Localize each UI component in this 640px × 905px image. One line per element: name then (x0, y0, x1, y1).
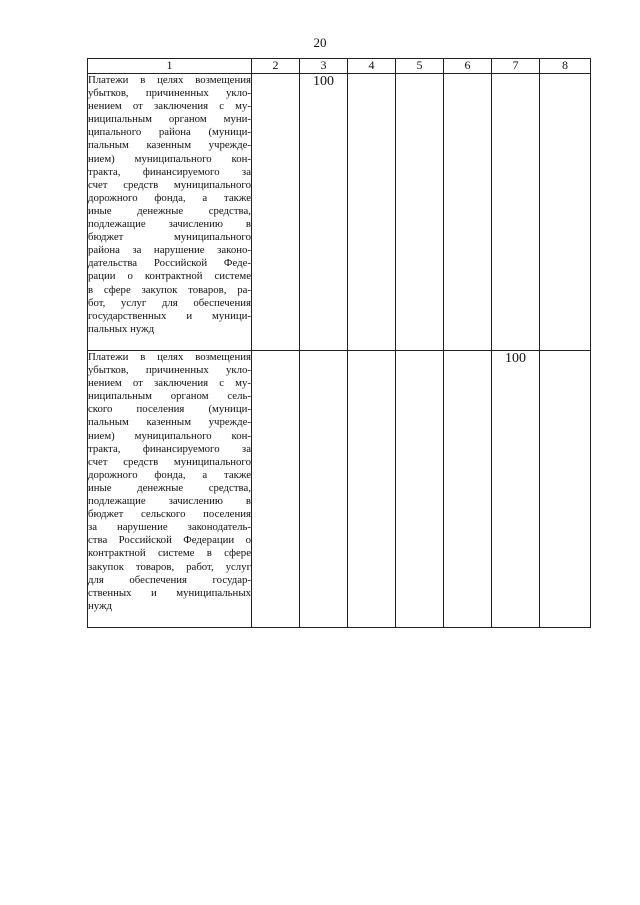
description-line: нением от заключения с му- (88, 377, 251, 390)
description-line: пальным казенным учрежде- (88, 139, 251, 152)
cell-col-4 (348, 351, 396, 628)
description-line: для обеспечения государ- (88, 573, 251, 586)
row-description (88, 351, 252, 628)
table-row (88, 74, 591, 351)
cell-col-5 (396, 74, 444, 351)
description-line: подлежащие зачислению в (88, 495, 251, 508)
description-line: ства Российской Федерации о (88, 534, 251, 547)
cell-col-3 (300, 351, 348, 628)
cell-col-6 (444, 74, 492, 351)
col-header-7: 7 (492, 59, 540, 74)
cell-col-2 (252, 74, 300, 351)
description-line: тракта, финансируемого за (88, 442, 251, 455)
description-line: рации о контрактной системе (88, 270, 251, 283)
description-line: ципального района (муници- (88, 126, 251, 139)
description-line: в сфере закупок товаров, ра- (88, 283, 251, 296)
cell-col-8 (540, 351, 591, 628)
col-header-2: 2 (252, 59, 300, 74)
col-header-1: 1 (88, 59, 252, 74)
description-line: Платежи в целях возмещения (88, 74, 251, 86)
description-line: нием) муниципального кон- (88, 429, 251, 442)
description-line: пальных нужд (88, 322, 155, 335)
description-line: счет средств муниципального (88, 178, 251, 191)
cell-col-6 (444, 351, 492, 628)
budget-table (87, 58, 591, 628)
header-row (88, 59, 591, 74)
description-line: тракта, финансируемого за (88, 165, 251, 178)
description-line: государственных и муници- (88, 309, 251, 322)
table-row (88, 351, 591, 628)
cell-col-7: 100 (492, 351, 540, 628)
cell-col-2 (252, 351, 300, 628)
description-line: ниципальным органом сель- (88, 390, 251, 403)
description-line: нием) муниципального кон- (88, 152, 251, 165)
row-description (88, 74, 252, 351)
description-line: Платежи в целях возмещения (88, 351, 251, 363)
description-line: убытков, причиненных укло- (88, 87, 251, 100)
description-line: счет средств муниципального (88, 455, 251, 468)
col-header-8: 8 (540, 59, 591, 74)
description-line: бюджет сельского поселения (88, 508, 251, 521)
description-line: иные денежные средства, (88, 204, 251, 217)
description-line: дорожного фонда, а также (88, 191, 251, 204)
col-header-6: 6 (444, 59, 492, 74)
description-line: пальным казенным учрежде- (88, 416, 251, 429)
description-line: иные денежные средства, (88, 481, 251, 494)
description-line: подлежащие зачислению в (88, 218, 251, 231)
description-line: за нарушение законодатель- (88, 521, 251, 534)
description-line: бюджет муниципального (88, 231, 251, 244)
cell-col-5 (396, 351, 444, 628)
description-line: дорожного фонда, а также (88, 468, 251, 481)
description-line: дательства Российской Феде- (88, 257, 251, 270)
cell-col-8 (540, 74, 591, 351)
cell-col-3: 100 (300, 74, 348, 351)
page-number: 20 (313, 35, 327, 50)
col-header-5: 5 (396, 59, 444, 74)
description-line: района за нарушение законо- (88, 244, 251, 257)
description-line: ниципальным органом муни- (88, 113, 251, 126)
col-header-4: 4 (348, 59, 396, 74)
cell-col-7 (492, 74, 540, 351)
description-line: контрактной системе в сфере (88, 547, 251, 560)
description-line: ского поселения (муници- (88, 403, 251, 416)
col-header-3: 3 (300, 59, 348, 74)
description-line: нужд (88, 599, 112, 612)
description-line: бот, услуг для обеспечения (88, 296, 251, 309)
description-line: закупок товаров, работ, услуг (88, 560, 251, 573)
description-line: нением от заключения с му- (88, 100, 251, 113)
description-line: убытков, причиненных укло- (88, 364, 251, 377)
description-line: ственных и муниципальных (88, 586, 251, 599)
cell-col-4 (348, 74, 396, 351)
